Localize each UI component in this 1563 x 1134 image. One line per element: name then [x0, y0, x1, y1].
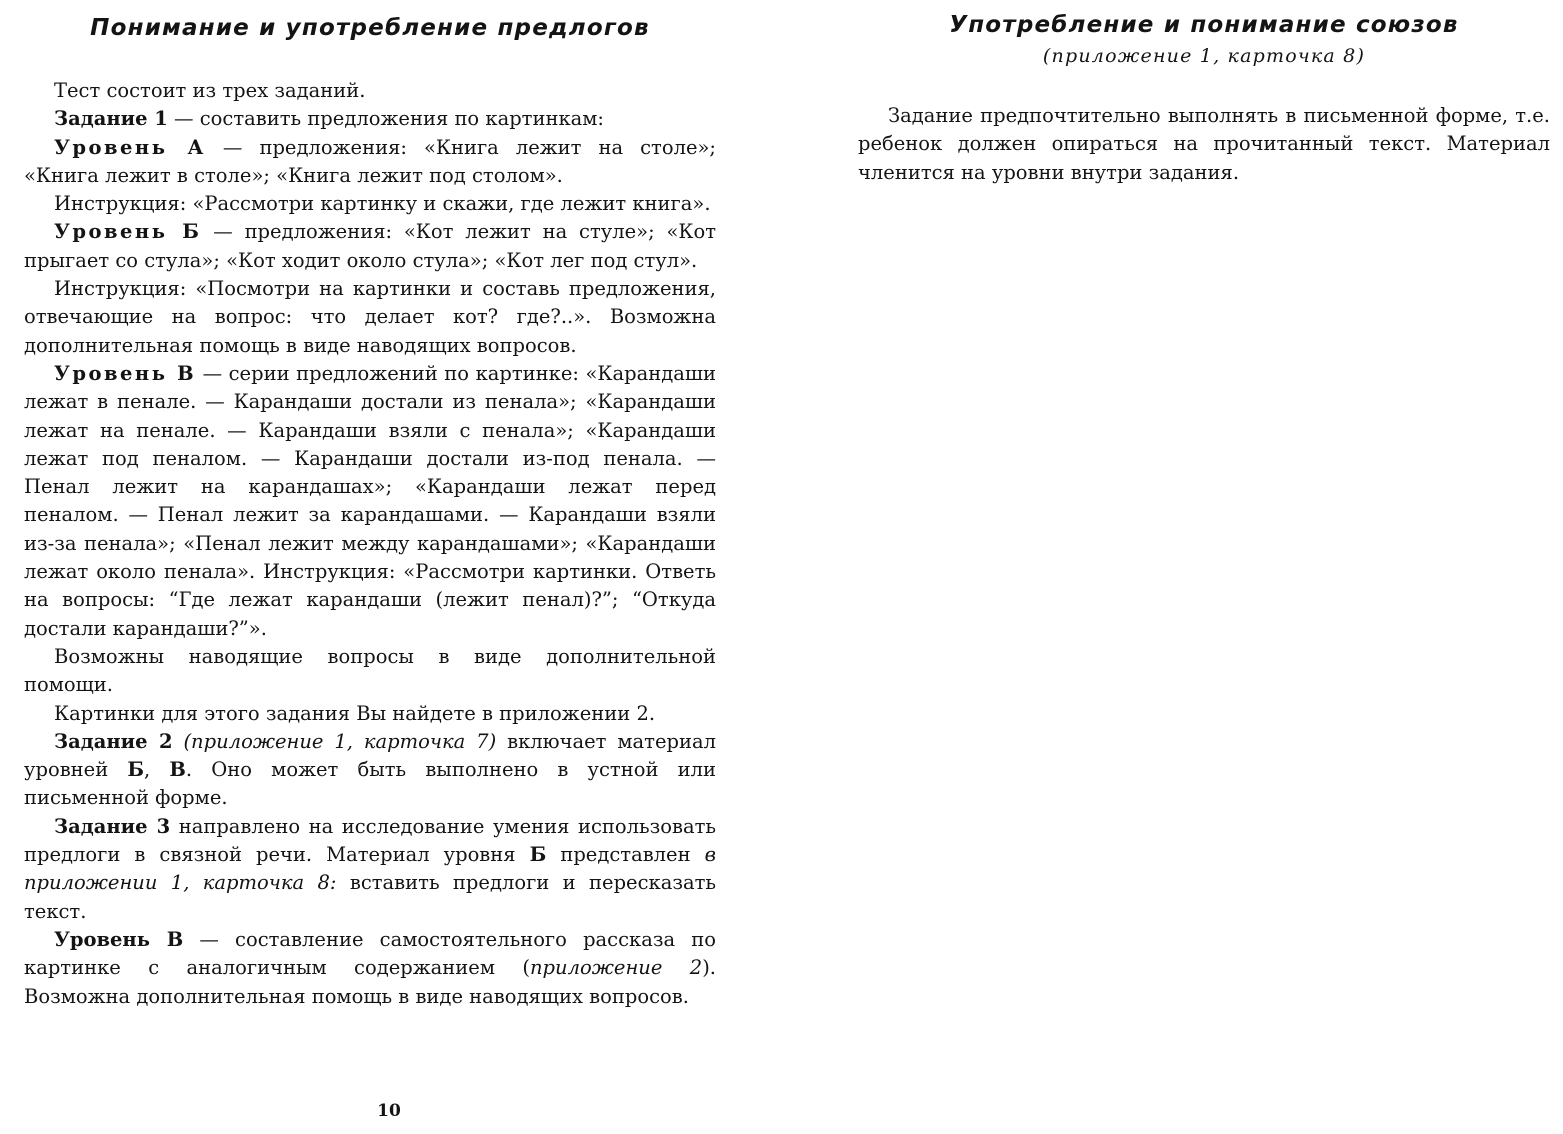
paragraph: Уровень Б — предложения: «Кот лежит на стуле»; «Кот прыгает со стула»; «Кот ходит около стула»; «Кот лег под стул».	[24, 220, 716, 272]
level-label: Уровень А	[54, 135, 206, 159]
task-label: Задание 2	[54, 729, 173, 753]
paragraph: Инструкция: «Рассмотри картинку и скажи, где лежит книга».	[54, 192, 711, 216]
level-label: Уровень Б	[54, 220, 202, 244]
paragraph: Возможны наводящие вопросы в виде дополнительной помощи.	[24, 644, 716, 697]
paragraph: Задание 1 — составить предложения по картинкам:	[54, 107, 605, 131]
level-label: Уровень В	[54, 927, 184, 951]
right-page-subtitle: (приложение 1, карточка 8)	[1042, 45, 1366, 67]
paragraph: Тест состоит из трех заданий.	[54, 79, 366, 102]
paragraph: Картинки для этого задания Вы найдете в приложении 2.	[54, 701, 656, 725]
paragraph: Задание 2 (приложение 1, карточка 7) включает материал уровней Б, В. Оно может быть выполнено в устной или письменной форме.	[24, 729, 716, 810]
left-page-body	[24, 77, 716, 1011]
paragraph: Инструкция: «Посмотри на картинки и составь предложения, отвечающие на вопрос: что делает кот? где?..». Возможна дополнительная помощь в виде наводящих вопросов.	[24, 277, 716, 357]
appendix-ref: (приложение 1, карточка 7)	[183, 729, 497, 753]
appendix-ref: приложение 2	[530, 956, 703, 980]
level-label: Уровень В	[54, 361, 197, 385]
page-number: 10	[377, 1101, 401, 1121]
task-label: Задание 1	[54, 107, 168, 131]
paragraph: Задание 3 направлено на исследование умения использовать предлоги в связной речи. Материал уровня Б представлен в приложении 1, карточка 8: вставить предлоги и пересказать текст.	[24, 814, 716, 923]
paragraph: Уровень В — составление самостоятельного рассказа по картинке с аналогичным содержанием (приложение 2). Возможна дополнительная помощь в виде наводящих вопросов.	[24, 927, 717, 1008]
task-label: Задание 3	[54, 814, 171, 838]
appendix-ref: в приложении 1, карточка 8:	[24, 843, 716, 895]
paragraph: Задание предпочтительно выполнять в письменной форме, т.е. ребенок должен опираться на прочитанный текст. Материал членится на уровни внутри задания.	[858, 104, 1550, 184]
right-page-title: Употребление и понимание союзов	[949, 12, 1459, 38]
left-page-title: Понимание и употребление предлогов	[90, 15, 650, 41]
paragraph: Уровень В — серии предложений по картинке: «Карандаши лежат в пенале. — Карандаши достали из пенала»; «Карандаши лежат на пенале. — Карандаши взяли с пенала»; «Карандаши лежат под пеналом. — Карандаши достали из-под пенала. — Пенал лежит на карандашах»; «Карандаши лежат перед пеналом. — Пенал лежит за карандашами. — Карандаши взяли из-за пенала»; «Пенал лежит между карандашами»; «Карандаши лежат около пенала». Инструкция: «Рассмотри картинки. Ответь на вопросы: “Где лежат карандаши (лежит пенал)?”; “Откуда достали карандаши?”».	[24, 361, 716, 640]
paragraph: Уровень А — предложения: «Книга лежит на столе»; «Книга лежит в столе»; «Книга лежит под столом».	[24, 135, 716, 187]
right-page-body	[858, 102, 1550, 187]
